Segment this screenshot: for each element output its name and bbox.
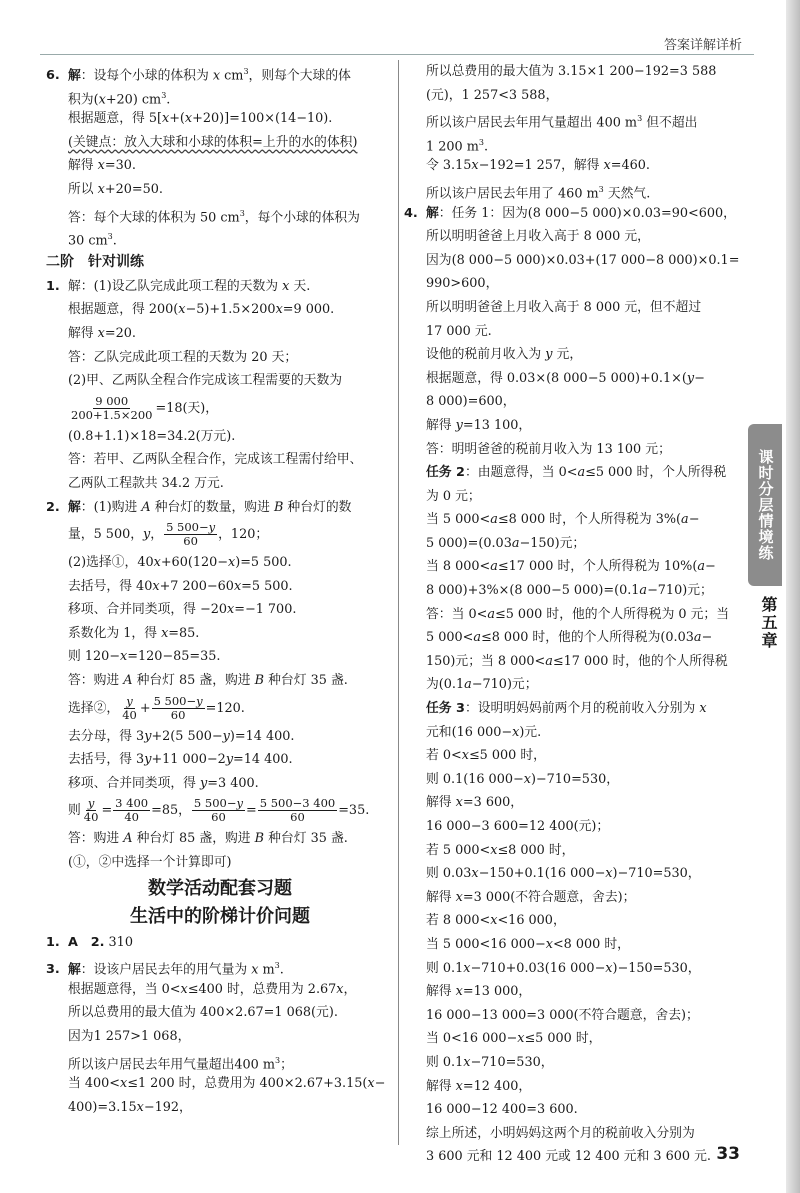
- text-line: 则 0.03x−150+0.1(16 000−x)−710=530，: [426, 866, 701, 882]
- text-line: 所以总费用的最大值为 3.15×1 200−192=3 588: [426, 64, 717, 79]
- activity-title: 生活中的阶梯计价问题: [130, 905, 310, 927]
- text-line: 令 3.15x−192=1 257，解得 x=460.: [426, 158, 650, 174]
- problem-line: 2. 解：(1)购进 A 种台灯的数量，购进 B 种台灯的数: [46, 496, 394, 520]
- text-line: 16 000−3 600=12 400(元)；: [426, 819, 610, 834]
- text-line: 因为1 257>1 068，: [68, 1029, 191, 1044]
- text-line: 解得 x=13 000，: [426, 984, 532, 1000]
- problem-number: 6.: [46, 68, 60, 84]
- text-line: (关键点：放入大球和小球的体积=上升的水的体积): [68, 134, 358, 150]
- text-line: 990>600，: [426, 276, 499, 292]
- text-line: (①，②中选择一个计算即可): [68, 855, 232, 871]
- text-line: 解得 y=13 100，: [426, 417, 532, 433]
- problem-number: 3.: [46, 962, 60, 978]
- right-column: [404, 60, 740, 1169]
- text-line: (2)甲、乙两队全程合作完成该工程需要的天数为: [68, 373, 343, 389]
- problem-line: 6. 解：设每个小球的体积为 x $cm^3$，则每个大球的体: [46, 60, 394, 84]
- text-line: 为 0 元；: [426, 488, 481, 504]
- side-tab-label[interactable]: 课时分层情境练: [748, 424, 782, 586]
- text-line: 为(0.1a−710)元；: [426, 677, 538, 693]
- text-line: 任务 2：由题意得，当 0<a≤5 000 时，个人所得税: [426, 465, 727, 481]
- text-line: 当 8 000<a≤17 000 时，个人所得税为 10%(a−: [426, 559, 716, 575]
- text-line: 答：当 0<a≤5 000 时，他的个人所得税为 0 元；当: [426, 606, 730, 622]
- text-line: 则 0.1(16 000−x)−710=530，: [426, 771, 620, 787]
- text-line: 16 000−12 400=3 600.: [426, 1102, 578, 1118]
- text-line: 所以该户居民去年用气量超出 400 $m^3$ 但不超出: [426, 114, 698, 131]
- text-line: 8 000)+3%×(8 000−5 000)=(0.1a−710)元；: [426, 583, 713, 599]
- problem-line: 1. 解：(1)设乙队完成此项工程的天数为 x 天.: [46, 275, 394, 299]
- text-line: 若 8 000<x<16 000，: [426, 913, 566, 929]
- text-line: 根据题意，得 0.03×(8 000−5 000)+0.1×(y−: [426, 370, 705, 386]
- problem-line: 3. 解：设该户居民去年的用气量为 x $m^3$.: [46, 954, 394, 978]
- text-line: 移项、合并同类项，得 −20x=−1 700.: [68, 602, 297, 618]
- text-line: 任务 3：设明明妈妈前两个月的税前收入分别为 x: [426, 701, 707, 717]
- text-line: 400)=3.15x−192，: [68, 1099, 192, 1115]
- text-line: 30 $cm^3$.: [68, 232, 117, 249]
- text-line: 根据题意，得 5[x+(x+20)]=100×(14−10).: [68, 111, 333, 127]
- text-line: 8 000)=600，: [426, 394, 516, 410]
- text-line: 综上所述，小明妈妈这两个月的税前收入分别为: [426, 1125, 695, 1141]
- page-edge: [786, 0, 800, 1193]
- text-line: 16 000−13 000=3 000(不符合题意，舍去)；: [426, 1007, 699, 1023]
- text-line: 去分母，得 3y+2(5 500−y)=14 400.: [68, 728, 295, 744]
- text-line: 移项、合并同类项，得 y=3 400.: [68, 775, 259, 791]
- text-line: 答：明明爸爸的税前月收入为 13 100 元；: [426, 441, 671, 457]
- text-line: 因为(8 000−5 000)×0.03+(17 000−8 000)×0.1=: [426, 252, 740, 268]
- text-line: 当 5 000<a≤8 000 时，个人所得税为 3%(a−: [426, 512, 700, 528]
- chapter-label: 第五章: [759, 596, 778, 650]
- text-line: 系数化为 1，得 x=85.: [68, 625, 200, 641]
- text-line: 解得 x=3 600，: [426, 795, 524, 811]
- text-line: (2)选择①，40x+60(120−x)=5 500.: [68, 555, 292, 571]
- text-line: $\frac{9 000}{200+1.5\times 200}$ =18(天)，: [71, 393, 219, 422]
- text-line: 解得 x=30.: [68, 158, 136, 174]
- text-line: 解得 x=20.: [68, 325, 136, 341]
- text-line: 当 0<16 000−x≤5 000 时，: [426, 1031, 602, 1047]
- text-line: 所以总费用的最大值为 400×2.67=1 068(元).: [68, 1005, 338, 1021]
- text-line: 所以该户居民去年用气量超出400 $m^3$；: [68, 1055, 293, 1072]
- text-line: 所以 x+20=50.: [68, 181, 163, 197]
- text-line: 则 $\frac{y}{40}$ = $\frac{3 400}{40}$ =85， $\frac{5 500-y}{60}$ = $\frac{5 500-3 400}{60}$ =35.: [68, 796, 370, 825]
- problem-number: 2.: [46, 499, 60, 515]
- text-line: 150)元；当 8 000<a≤17 000 时，他的个人所得税: [426, 653, 728, 669]
- text-line: 解得 x=3 000(不符合题意，舍去)；: [426, 889, 636, 905]
- text-line: 若 0<x≤5 000 时，: [426, 748, 546, 764]
- text-line: 解得 x=12 400，: [426, 1078, 532, 1094]
- page-header: 答案详解详析: [663, 38, 742, 53]
- text-line: 5 000<a≤8 000 时，他的个人所得税为(0.03a−: [426, 630, 713, 646]
- text-line: 当 400<x≤1 200 时，总费用为 400×2.67+3.15(x−: [68, 1076, 386, 1092]
- text-line: 所以明明爸爸上月收入高于 8 000 元，但不超过: [426, 299, 702, 315]
- text-line: 则 0.1x−710=530，: [426, 1054, 554, 1070]
- activity-title: 数学活动配套习题: [148, 877, 292, 899]
- text-line: 17 000 元.: [426, 323, 492, 339]
- text-line: 答：每个大球的体积为 50 $cm^3$，每个小球的体积为: [68, 208, 360, 225]
- text-line: 答：购进 A 种台灯 85 盏，购进 B 种台灯 35 盏.: [68, 673, 348, 689]
- text-line: 答：购进 A 种台灯 85 盏，购进 B 种台灯 35 盏.: [68, 831, 348, 847]
- column-divider: [398, 60, 399, 1145]
- problem-number: 1.: [46, 934, 60, 950]
- problem-line: 1. A 2. 310: [46, 931, 394, 955]
- text-line: 元和(16 000−x)元.: [426, 724, 542, 740]
- problem-number: 4.: [404, 205, 418, 221]
- problem-number: 1.: [46, 278, 60, 294]
- problem-line: 4. 解：任务 1：因为(8 000−5 000)×0.03=90<600，: [404, 202, 740, 226]
- text-line: 答：若甲、乙两队全程合作，完成该工程需付给甲、: [68, 452, 363, 468]
- header-rule: [40, 54, 754, 55]
- text-line: 答：乙队完成此项工程的天数为 20 天；: [68, 349, 298, 365]
- text-line: 去括号，得 3y+11 000−2y=14 400.: [68, 752, 293, 768]
- text-line: 若 5 000<x≤8 000 时，: [426, 842, 575, 858]
- text-line: 根据题意，得 200(x−5)+1.5×200x=9 000.: [68, 302, 335, 318]
- text-line: 所以该户居民去年用了 460 $m^3$ 天然气.: [426, 184, 651, 202]
- text-line: 则 0.1x−710+0.03(16 000−x)−150=530，: [426, 960, 701, 976]
- text-line: 当 5 000<16 000−x<8 000 时，: [426, 936, 630, 952]
- text-line: 根据题意得，当 0<x≤400 时，总费用为 2.67x，: [68, 981, 357, 997]
- text-line: 5 000)=(0.03a−150)元；: [426, 535, 586, 551]
- text-line: 量，5 500，y， $\frac{5 500-y}{60}$ ，120；: [68, 520, 269, 549]
- text-line: 积为(x+20) $cm^3$.: [68, 90, 171, 107]
- text-line: 设他的税前月收入为 y 元，: [426, 347, 583, 363]
- text-line: 去括号，得 40x+7 200−60x=5 500.: [68, 578, 293, 594]
- text-line: 1 200 $m^3$.: [426, 137, 489, 155]
- section-heading: 二阶 针对训练: [46, 253, 144, 270]
- text-line: (0.8+1.1)×18=34.2(万元).: [68, 428, 236, 444]
- text-line: 则 120−x=120−85=35.: [68, 649, 221, 665]
- left-column: [46, 60, 394, 1119]
- text-line: 选择②， $\frac{y}{40}$ + $\frac{5 500-y}{60}$ =120.: [68, 693, 245, 722]
- text-line: 乙两队工程款共 34.2 万元.: [68, 475, 224, 491]
- text-line: (元)，1 257<3 588，: [426, 87, 559, 103]
- text-line: 3 600 元和 12 400 元或 12 400 元和 3 600 元.: [426, 1149, 711, 1165]
- page-number: 33: [716, 1144, 740, 1164]
- text-line: 所以明明爸爸上月收入高于 8 000 元，: [426, 229, 650, 245]
